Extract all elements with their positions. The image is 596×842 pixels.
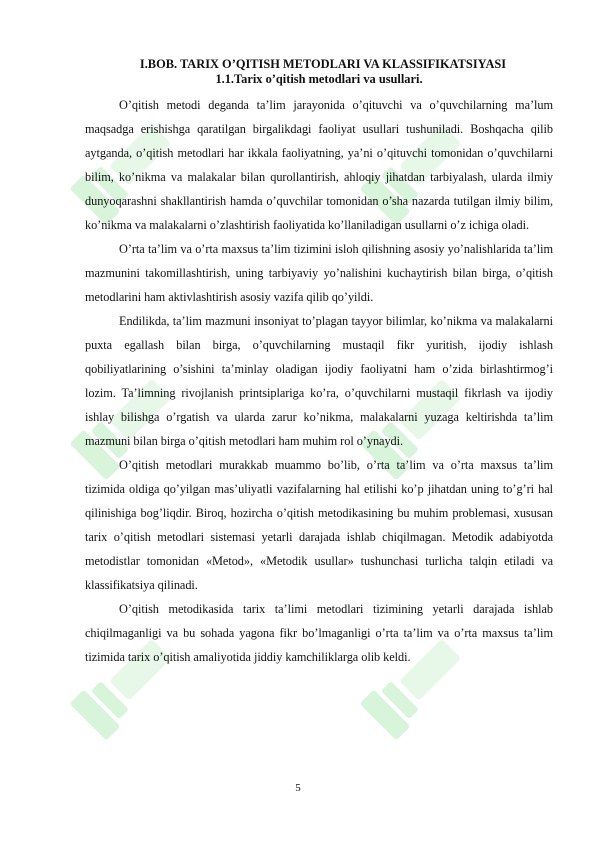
paragraph: O’rta ta’lim va o’rta maxsus ta’lim tizimini isloh qilishning asosiy yo’nalishlarida ta’lim mazmunini takomillashtirish, uning tarbiyaviy yo’nalishini kuchaytirish bilan birga, o’qitish metodlarini ham aktivlashtirish asosiy vazifa qilib qo’yildi.	[85, 242, 553, 304]
document-body	[85, 57, 553, 669]
paragraph: O’qitish metodikasida tarix ta’limi metodlari tizimining yetarli darajada ishlab chiqilmaganligi va bu sohada yagona fikr bo’lmaganligi o’rta ta’lim va o’rta maxsus ta’lim tizimida tarix o’qitish amaliyotida jiddiy kamchiliklarga olib keldi.	[85, 602, 553, 664]
chapter-title: I.BOB. TARIX O’QITISH METODLARI VA KLASSIFIKATSIYASI	[139, 57, 507, 71]
section-title: 1.1.Tarix o’qitish metodlari va usullari.	[215, 72, 423, 86]
page-number: 5	[295, 782, 301, 794]
paragraph: Endilikda, ta’lim mazmuni insoniyat to’plagan tayyor bilimlar, ko’nikma va malakalarni puxta egallash bilan birga, o’quvchilarning mustaqil fikr yuritish, ijodiy ishlash qobiliyatlarining o’sishini ta’minlay oladigan ijodiy faoliyatni ham o’zida birlashtirmog’i lozim. Ta’limning rivojlanish printsiplariga ko’ra, o’quvchilarni mustaqil fikrlash va ijodiy ishlay bilishga o’rgatish va ularda zarur ko’nikma, malakalarni yuzaga keltirishda ta’lim mazmuni bilan birga o’qitish metodlari ham muhim rol o’ynaydi.	[85, 314, 553, 448]
paragraph: O’qitish metodi deganda ta’lim jarayonida o’qituvchi va o’quvchilarning ma’lum maqsadga erishishga qaratilgan birgalikdagi faoliyat usullari tushuniladi. Boshqacha qilib aytganda, o’qitish metodlari har ikkala faoliyatning, ya’ni o’qituvchi tomonidan o’quvchilarni bilim, ko’nikma va malakalar bilan qurollantirish, ahloqiy jihatdan tarbiyalash, ularda ilmiy dunyoqarashni shakllantirish hamda o’quvchilar tomonidan o’sha nazarda tutilgan ilmiy bilim, ko’nikma va malakalarni o’zlashtirish faoliyatida ko’llaniladigan usullarni o’z ichiga oladi.	[85, 98, 553, 232]
paragraph: O’qitish metodlari murakkab muammo bo’lib, o’rta ta’lim va o’rta maxsus ta’lim tizimida oldiga qo’yilgan mas’uliyatli vazifalarning hal etilishi ko’p jihatdan uning to’g’ri hal qilinishiga bog’liqdir. Biroq, hozircha o’qitish metodikasining bu muhim problemasi, xususan tarix o’qitish metodlari sistemasi yetarli darajada ishlab chiqilmagan. Metodik adabiyotda metodistlar tomonidan «Metod», «Metodik usullar» tushunchasi turlicha talqin etiladi va klassifikatsiya qilinadi.	[85, 458, 553, 592]
